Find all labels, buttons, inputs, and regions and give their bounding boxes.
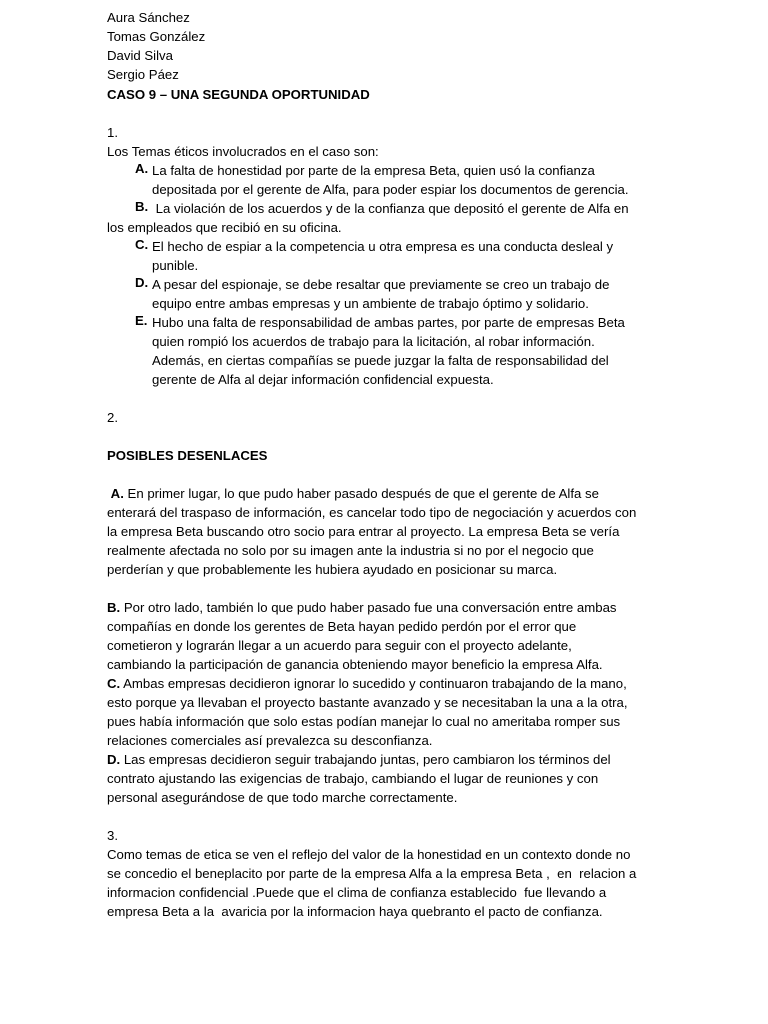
outcome-line: cambiando la participación de ganancia obteniendo mayor beneficio la empresa Alfa. [107, 657, 603, 672]
ethics-item-a [107, 161, 667, 199]
item-line: La falta de honestidad por parte de la empresa Beta, quien usó la confianza [152, 163, 595, 178]
document-content [107, 8, 667, 921]
outcome-line: esto porque ya llevaban el proyecto bastante avanzado y se necesitaban la una a la otra, [107, 695, 628, 710]
section-1 [107, 123, 667, 389]
outcome-label: C. [107, 676, 121, 691]
section-3 [107, 826, 667, 921]
item-line: depositada por el gerente de Alfa, para poder espiar los documentos de gerencia. [152, 182, 629, 197]
item-letter: C. [135, 237, 149, 252]
outcome-paragraph-a [107, 484, 667, 579]
item-line: quien rompió los acuerdos de trabajo para la licitación, al robar información. [152, 334, 595, 349]
ethics-item-b [107, 199, 667, 218]
outcome-line: compañías en donde los gerentes de Beta hayan pedido perdón por el error que [107, 619, 577, 634]
document-title: CASO 9 – UNA SEGUNDA OPORTUNIDAD [107, 87, 370, 102]
item-line: gerente de Alfa al dejar información confidencial expuesta. [152, 372, 494, 387]
section-number: 1. [107, 125, 118, 140]
section-3-line: informacion confidencial .Puede que el clima de confianza establecido fue llevando a [107, 885, 607, 900]
section-2 [107, 408, 667, 807]
ethics-item-c [107, 237, 667, 275]
outcome-line: perderían y que probablemente les hubiera ayudado en posicionar su marca. [107, 562, 558, 577]
outcome-line: enterará del traspaso de información, es cancelar todo tipo de negociación y acuerdos con [107, 505, 637, 520]
outcome-line: Por otro lado, también lo que pudo haber pasado fue una conversación entre ambas [120, 600, 617, 615]
section-3-line: se concedio el beneplacito por parte de la empresa Alfa a la empresa Beta , en relacion a [107, 866, 637, 881]
item-letter: B. [135, 199, 149, 214]
item-line: Hubo una falta de responsabilidad de ambas partes, por parte de empresas Beta [152, 315, 625, 330]
item-line: punible. [152, 258, 199, 273]
outcome-label: B. [107, 600, 121, 615]
item-line: La violación de los acuerdos y de la confianza que depositó el gerente de Alfa en [152, 201, 629, 216]
outcome-line: relaciones comerciales así prevalezca su desconfianza. [107, 733, 433, 748]
author-name: David Silva [107, 48, 173, 63]
outcome-paragraph-c [107, 674, 667, 750]
outcome-label: A. [110, 486, 124, 501]
outcome-label: D. [107, 752, 121, 767]
section-intro: Los Temas éticos involucrados en el caso son: [107, 144, 379, 159]
outcome-line: En primer lugar, lo que pudo haber pasado después de que el gerente de Alfa se [123, 486, 599, 501]
outcome-line: pues había información que solo estas podían manejar lo cual no ameritaba romper sus [107, 714, 621, 729]
section-3-line: empresa Beta a la avaricia por la informacion haya quebranto el pacto de confianza. [107, 904, 603, 919]
item-letter: A. [135, 161, 149, 176]
outcome-paragraph-b [107, 598, 667, 674]
author-name: Sergio Páez [107, 67, 179, 82]
outcome-line: personal asegurándose de que todo marche correctamente. [107, 790, 458, 805]
outcome-line: contrato ajustando las exigencias de trabajo, cambiando el lugar de reuniones y con [107, 771, 599, 786]
item-line: equipo entre ambas empresas y un ambiente de trabajo óptimo y solidario. [152, 296, 589, 311]
outcome-line: cometieron y lograrán llegar a un acuerdo para seguir con el proyecto adelante, [107, 638, 572, 653]
item-line: Además, en ciertas compañías se puede juzgar la falta de responsabilidad del [152, 353, 609, 368]
item-line: los empleados que recibió en su oficina. [107, 220, 342, 235]
authors-list [107, 8, 667, 84]
outcome-line: Ambas empresas decidieron ignorar lo sucedido y continuaron trabajando de la mano, [120, 676, 627, 691]
section-heading: POSIBLES DESENLACES [107, 448, 268, 463]
item-line: A pesar del espionaje, se debe resaltar que previamente se creo un trabajo de [152, 277, 610, 292]
outcome-paragraph-d [107, 750, 667, 807]
outcome-line: la empresa Beta buscando otro socio para entrar al proyecto. La empresa Beta se vería [107, 524, 620, 539]
author-name: Aura Sánchez [107, 10, 190, 25]
outcome-line: Las empresas decidieron seguir trabajando juntas, pero cambiaron los términos del [120, 752, 611, 767]
section-number: 3. [107, 828, 118, 843]
outcome-line: realmente afectada no solo por su imagen ante la industria si no por el negocio que [107, 543, 594, 558]
item-line: El hecho de espiar a la competencia u otra empresa es una conducta desleal y [152, 239, 614, 254]
section-3-line: Como temas de etica se ven el reflejo del valor de la honestidad en un contexto donde no [107, 847, 631, 862]
item-letter: D. [135, 275, 149, 290]
item-letter: E. [135, 313, 148, 328]
ethics-item-e [107, 313, 667, 389]
ethics-item-d [107, 275, 667, 313]
author-name: Tomas González [107, 29, 206, 44]
section-number: 2. [107, 410, 118, 425]
